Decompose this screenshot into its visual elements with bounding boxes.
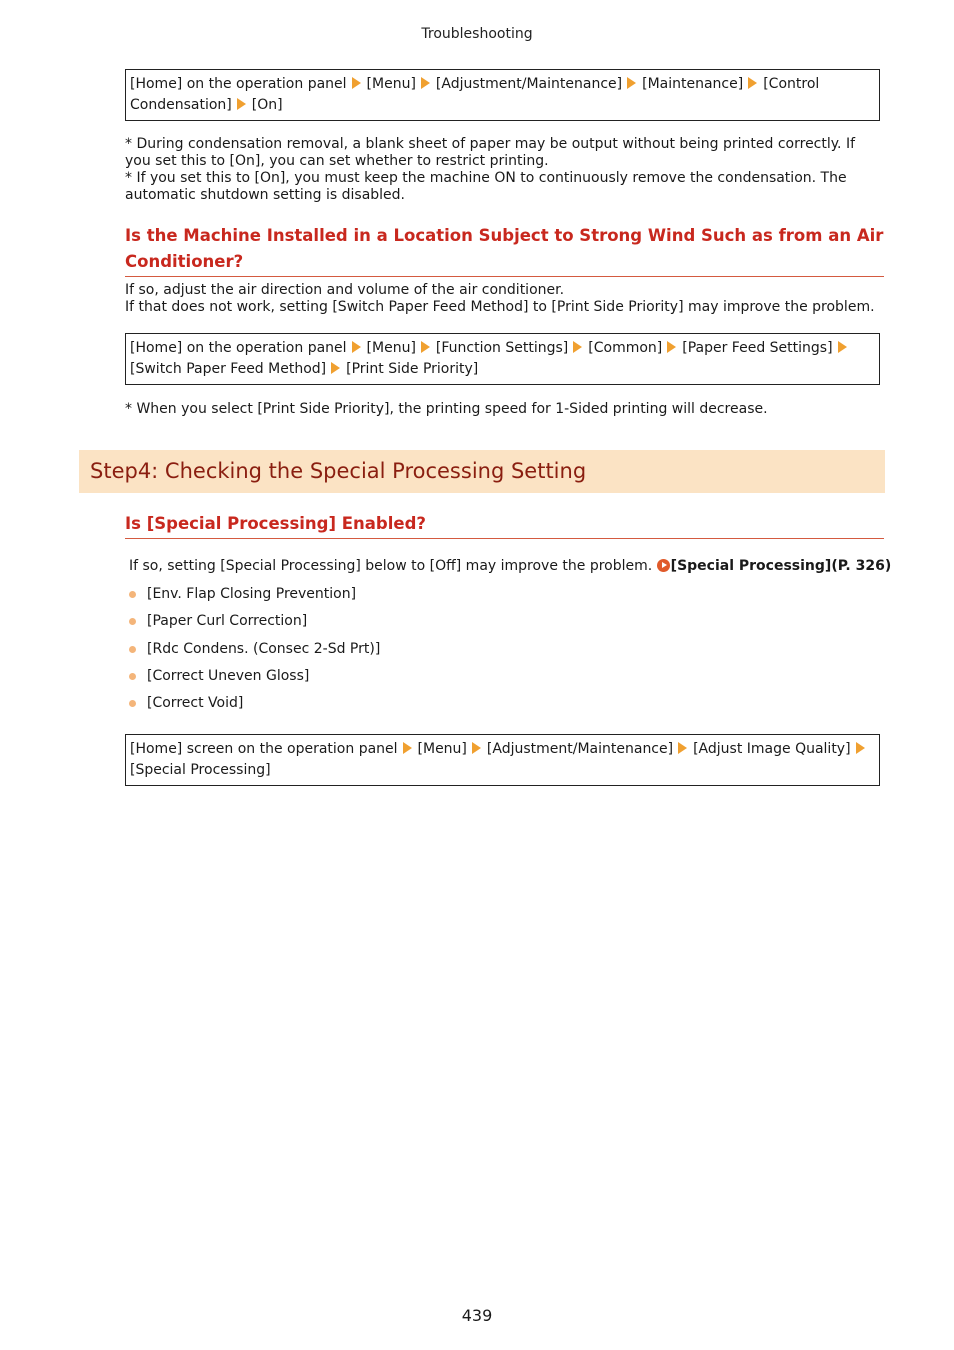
- path-step: [Print Side Priority]: [346, 361, 479, 377]
- body-line: If so, adjust the air direction and volume of the air conditioner.: [125, 282, 565, 298]
- arrow-right-icon: [237, 98, 246, 110]
- arrow-right-icon: [352, 341, 361, 353]
- note-line: * If you set this to [On], you must keep the machine ON to continuously remove the condensation. The automatic shutdown setting is disabled.: [125, 170, 847, 203]
- heading-strong-wind: Is the Machine Installed in a Location Subject to Strong Wind Such as from an Air Conditioner?: [125, 223, 884, 277]
- path-step: [Adjustment/Maintenance]: [435, 76, 623, 92]
- path-step: [Special Processing]: [130, 762, 271, 778]
- arrow-right-icon: [352, 77, 361, 89]
- special-processing-list: [128, 584, 380, 720]
- condensation-notes: [125, 136, 875, 204]
- list-item-label: [Rdc Condens. (Consec 2-Sd Prt)]: [147, 640, 381, 657]
- path-step: [Switch Paper Feed Method]: [130, 361, 327, 377]
- body-line: If that does not work, setting [Switch Paper Feed Method] to [Print Side Priority] may improve the problem.: [125, 299, 875, 315]
- path-step: [Adjust Image Quality]: [693, 741, 851, 757]
- path-step: [Home] on the operation panel: [130, 76, 347, 92]
- heading-special-processing: Is [Special Processing] Enabled?: [125, 511, 884, 539]
- arrow-right-icon: [421, 77, 430, 89]
- list-item: [128, 584, 380, 611]
- path-step: [Menu]: [366, 76, 416, 92]
- arrow-right-icon: [678, 742, 687, 754]
- body-text: If so, setting [Special Processing] below to [Off] may improve the problem.: [129, 558, 653, 574]
- arrow-right-icon: [421, 341, 430, 353]
- arrow-right-icon: [856, 742, 865, 754]
- strong-wind-text: [125, 282, 875, 316]
- path-step: [Adjustment/Maintenance]: [486, 741, 674, 757]
- list-item: [128, 639, 380, 666]
- link-arrow-icon: [657, 559, 670, 572]
- menu-path-box-condensation: [125, 69, 880, 121]
- page-number: 439: [461, 1306, 493, 1325]
- bullet-icon: [129, 700, 136, 707]
- arrow-right-icon: [748, 77, 757, 89]
- list-item: [128, 666, 380, 693]
- running-header: Troubleshooting: [421, 26, 533, 42]
- path-step: [Control Condensation]: [130, 76, 820, 113]
- arrow-right-icon: [472, 742, 481, 754]
- bullet-icon: [129, 618, 136, 625]
- arrow-right-icon: [627, 77, 636, 89]
- path-step: [Menu]: [417, 741, 467, 757]
- bullet-icon: [129, 591, 136, 598]
- note-line: * During condensation removal, a blank sheet of paper may be output without being printed correctly. If you set this to [On], you can set whether to restrict printing.: [125, 136, 856, 169]
- path-step: [Home] screen on the operation panel: [130, 741, 398, 757]
- path-step: [Home] on the operation panel: [130, 340, 347, 356]
- path-step: [Paper Feed Settings]: [682, 340, 833, 356]
- list-item-label: [Correct Void]: [147, 695, 244, 712]
- bullet-icon: [129, 646, 136, 653]
- bullet-icon: [129, 673, 136, 680]
- list-item-label: [Correct Uneven Gloss]: [147, 667, 310, 684]
- list-item-label: [Env. Flap Closing Prevention]: [147, 586, 357, 602]
- special-processing-text: [129, 556, 891, 577]
- path-step: [Common]: [588, 340, 663, 356]
- special-processing-link[interactable]: [Special Processing](P. 326): [670, 558, 892, 574]
- path-step: [On]: [251, 97, 283, 113]
- list-item: [128, 693, 380, 720]
- arrow-right-icon: [838, 341, 847, 353]
- arrow-right-icon: [403, 742, 412, 754]
- arrow-right-icon: [667, 341, 676, 353]
- arrow-right-icon: [573, 341, 582, 353]
- path-step: [Menu]: [366, 340, 416, 356]
- path-step: [Maintenance]: [642, 76, 744, 92]
- path-step: [Function Settings]: [435, 340, 569, 356]
- list-item: [128, 611, 380, 638]
- menu-path-box-paper-feed: [125, 333, 880, 385]
- print-side-note: * When you select [Print Side Priority], the printing speed for 1-Sided printing will decrease.: [125, 401, 768, 417]
- step4-banner: Step4: Checking the Special Processing Setting: [79, 450, 885, 493]
- menu-path-box-image-quality: [125, 734, 880, 786]
- list-item-label: [Paper Curl Correction]: [147, 613, 308, 630]
- arrow-right-icon: [331, 362, 340, 374]
